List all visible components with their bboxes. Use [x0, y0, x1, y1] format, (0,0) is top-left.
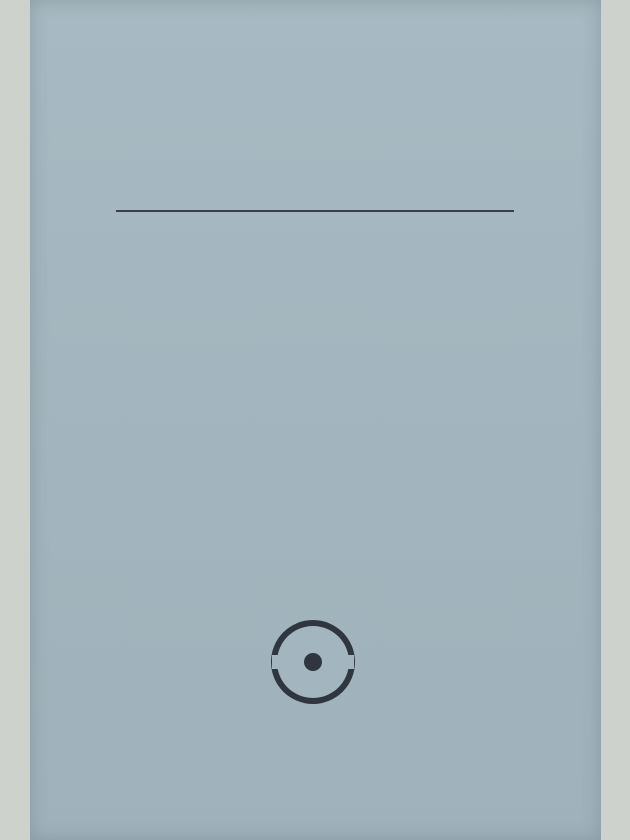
table-of-contents: [116, 219, 536, 232]
publisher-logo: [268, 617, 358, 707]
magazine-cover: [30, 0, 601, 840]
divider-rule: [116, 210, 514, 212]
